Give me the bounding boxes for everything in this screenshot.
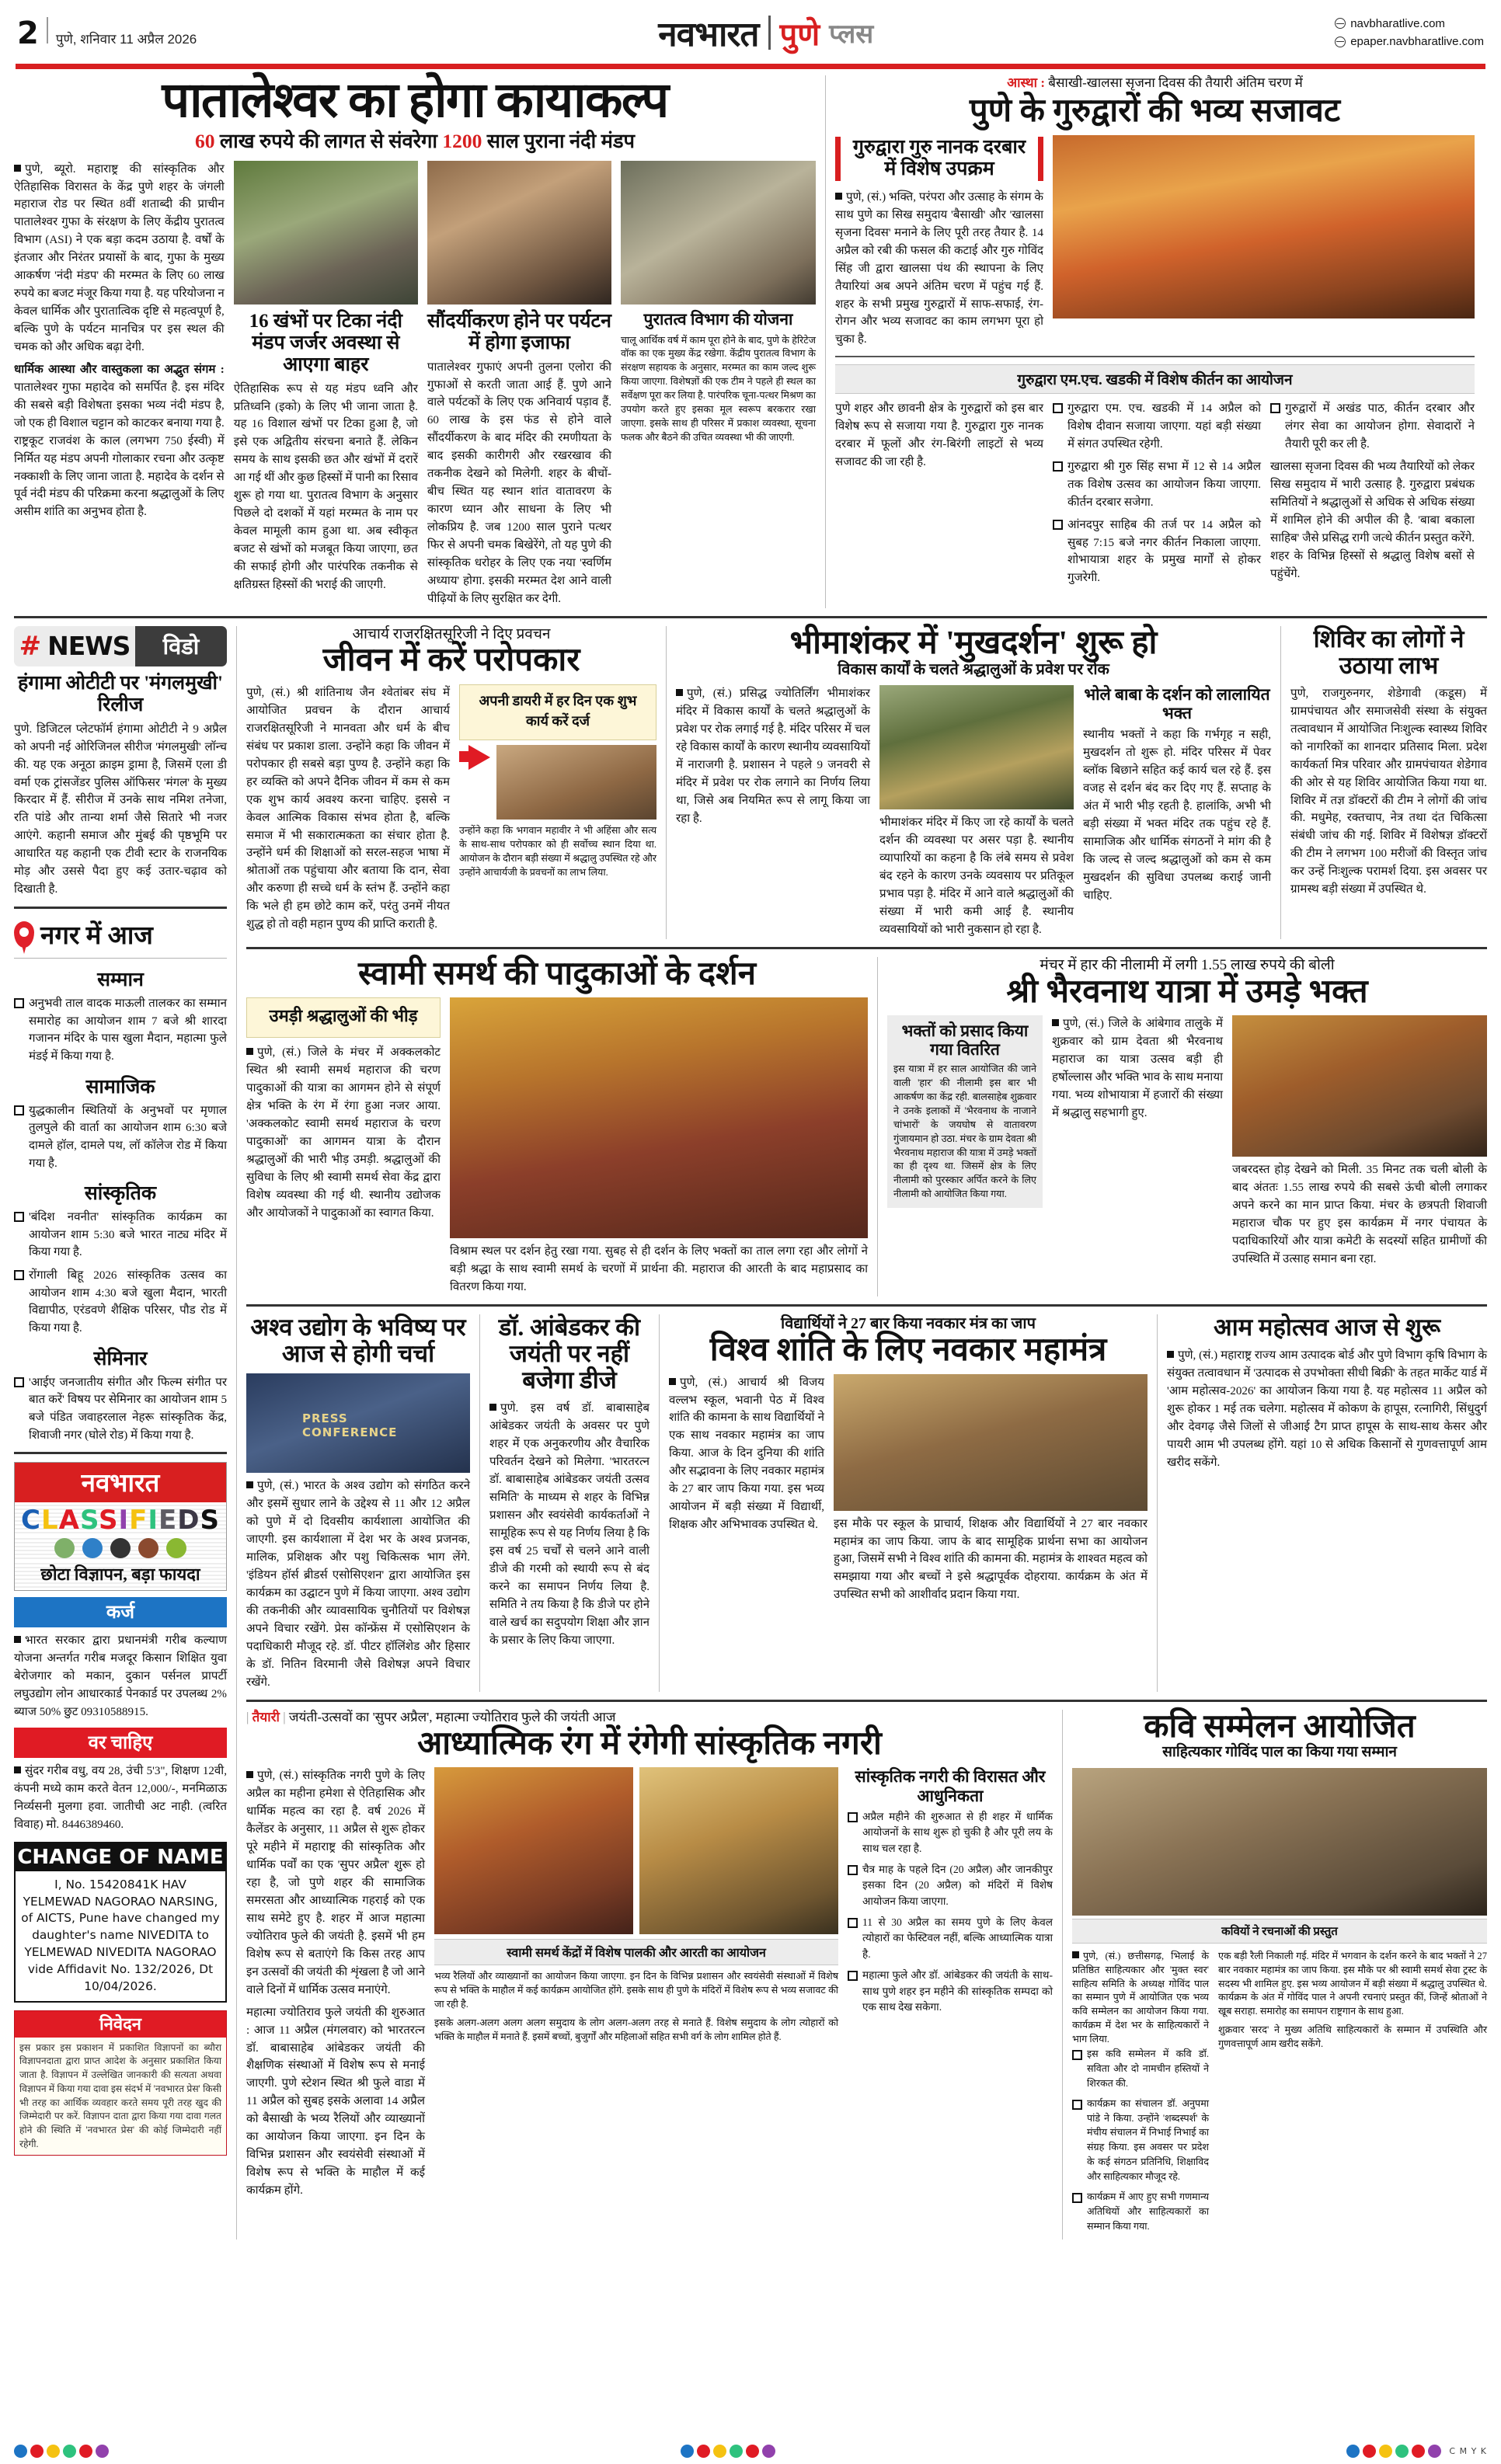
kavi-article <box>1063 1710 1487 2240</box>
disclaimer-header: निवेदन <box>15 2011 226 2038</box>
bhairavnath-sidebox <box>887 1015 1043 1208</box>
sanskritik-columns <box>246 1767 1053 2200</box>
bhimashankar-col-2 <box>879 685 1074 939</box>
checkbox-icon <box>848 1865 858 1875</box>
masthead-websites <box>1335 15 1484 51</box>
photo-cave-interior <box>427 161 611 305</box>
navkar-col-1 <box>669 1374 824 1605</box>
kavi-col-2 <box>1218 1950 1487 2240</box>
bhimashankar-kicker: विकास कार्यों के चलते श्रद्धालुओं के प्रवेश पर रोक <box>838 661 1109 679</box>
nagar-section-title: सांस्कृतिक <box>84 1183 157 1205</box>
navkar-headline: विश्व शांति के लिए नवकार महामंत्र <box>709 1332 1107 1369</box>
bhairavnath-columns <box>887 1015 1487 1269</box>
paduka-body: पुणे, (सं.) जिले के मंचर में अक्कलकोट स्थित श्री स्वामी समर्थ महाराज की चरण पादुकाओं की यात्रा का आगमन होने से संपूर्ण क्षेत्र भक्ति के रंग में रंगा हुआ नजर आया. 'अक्कलकोट स्वामी समर्थ महाराज के चरण पादुकाओं' का आगमन यात्रा के दौरान श्रद्धालुओं की भारी भीड़ उमड़ी. श्रद्धालुओं की सुविधा के लिए श्री स्वामी समर्थ सेवा केंद्र द्वारा विशेष व्यवस्था की गई थी. स्थानीय उद्योजक और आयोजकों ने पादुकाओं का स्वागत किया. <box>246 1046 441 1220</box>
house-icon <box>54 1538 75 1558</box>
classifieds-brand: नवभारत <box>15 1463 226 1502</box>
second-band <box>14 626 1487 2240</box>
color-swatches-center <box>681 2445 775 2458</box>
lead-body-1: पुणे, ब्यूरो. महाराष्ट्र की सांस्कृतिक और ऐतिहासिक विरासत के केंद्र पुणे शहर के जंगली महाराज रोड पर स्थित 8वीं शताब्दी की प्राचीन पातालेश्वर गुफा के संरक्षण के लिए केंद्रीय पुरातत्व विभाग (ASI) ने एक बड़ा कदम उठाया है. वर्षों के इंतजार और निरंतर प्रयासों के बाद, गुफा के मुख्य आकर्षण 'नंदी मंडप' की मरम्मत के लिए 60 लाख रुपये का बजट मंजूर किया गया है. यह परियोजना न केवल धार्मिक और पुरातात्विक दृष्टि से महत्वपूर्ण है, बल्कि पुणे के पर्यटन मानचित्र पर इस स्थल की चमक को और अधिक बढ़ा देगी. <box>14 162 225 353</box>
lead-column-2 <box>234 161 418 608</box>
news-video-header <box>14 626 227 666</box>
bhairavnath-article <box>878 957 1487 1296</box>
sanskritik-photo-caption: स्वामी समर्थ केंद्रों में विशेष पालकी और आरती का आयोजन <box>434 1939 838 1965</box>
globe-icon <box>1335 37 1346 47</box>
navkar-article <box>660 1314 1157 1691</box>
photo-nagar-kirtan <box>1053 135 1475 318</box>
color-swatches-right <box>1346 2445 1441 2458</box>
masthead <box>14 0 1487 61</box>
disclaimer-box <box>14 2010 227 2156</box>
sanskritik-col-3 <box>848 1767 1053 2200</box>
edition-suffix: प्लस <box>829 20 874 49</box>
divider <box>14 958 227 959</box>
bhimashankar-col-1 <box>676 685 870 939</box>
change-of-name-header: CHANGE OF NAME <box>16 1843 225 1871</box>
sanskritik-body-1: पुणे, (सं.) सांस्कृतिक नगरी पुणे के लिए अप्रैल का महीना हमेशा से ऐतिहासिक और धार्मिक महत्व का रहा है. वर्ष 2026 में कैलेंडर के अनुसार, 11 अप्रैल से शुरू होकर पूरे महीने में महाराष्ट्र की सांस्कृतिक और धार्मिक पर्वों का एक 'सुपर अप्रैल' शुरू हो रहा है, जो पुणे शहर की सामाजिक समरसता और आध्यात्मिक गहराई को एक साथ समेटे हुए है. शहर में आज महात्मा ज्योतिराव फुले की जयंती है. इसमें भी हम विशेष रूप से बताएंगे कि किस तरह आप इन उत्सवों की जयंती की शृंखला है जो आने वाले दिनों में धार्मिक उत्सव मनाएंगे. <box>246 1770 425 1996</box>
newsvideo-body: पुणे. डिजिटल प्लेटफॉर्म हंगामा ओटीटी ने 9 अप्रैल को अपनी नई ओरिजिनल सीरीज 'मंगलमुखी' लॉन्च की. यह एक अनूठा क्राइम ड्रामा है, जिसमें एला डी वर्मा एक ट्रांसजेंडर पुलिस ऑफिसर 'मंगल' के मुख्य किरदार में हैं. सीरीज में उनके साथ नमिश तनेजा, रति पांडे और तान्या शर्मा जैसे सितारे भी नजर आएंगे. कहानी समाज और मुंबई की पृष्ठभूमि पर आधारित यह कहानी एक टीवी स्टार के राजनयिक मोड़ और उससे पैदा हुए कई उतार-चढ़ाव को दिखाती है. <box>14 722 227 896</box>
classifieds-category-loan: कर्ज <box>14 1597 227 1627</box>
bhimashankar-body-1: पुणे, (सं.) प्रसिद्ध ज्योतिर्लिंग भीमाशंकर मंदिर में विकास कार्यों के चलते श्रद्धालुओं के प्रवेश पर रोक लगाई गई है. मंदिर परिसर में चल रहे विकास कार्यों के कारण स्थानीय व्यवसायियों में नाराजगी है. प्रशासन ने पहले 9 जनवरी से मंदिर में प्रवेश पर रोक लगाने का निर्णय लिया था, जिसे अब नियमित रूप से लागू किया जा रहा है. <box>676 687 870 825</box>
wedding-icon <box>138 1538 158 1558</box>
sanskritik-callout-head: सांस्कृतिक नगरी की विरासत और आधुनिकता <box>855 1767 1046 1805</box>
lead-subheadline <box>14 130 816 152</box>
sikh-headline: पुणे के गुरुद्वारों की भव्य सजावट <box>969 93 1341 130</box>
checkbox-icon <box>14 1212 24 1222</box>
navkar-columns <box>669 1374 1148 1605</box>
sanskritik-body-2: महात्मा ज्योतिराव फुले जयंती की शुरुआत : आज 11 अप्रैल (मंगलवार) को भारतरत्न डॉ. बाबासाहेब आंबेडकर जयंती की शैक्षणिक संस्थाओं में विशेष रूप से मनाई जाएगी. पुणे स्टेशन स्थित श्री फुले वाडा में 11 अप्रैल को सुबह इसके अलावा 14 अप्रैल को बैसाखी के भव्य रैलियों और व्याख्यानों का आयोजन किया जाएगा. इन दिन के विभिन्न प्रशासन और स्वयंसेवी संस्थाओं में विशेष रूप से भक्ति के माहौल में कई कार्यक्रम होंगे. <box>246 2006 425 2197</box>
kavi-bullet-item: कार्यक्रम का संचालन डॉ. अनुपमा पांडे ने किया. उन्होंने 'शब्दस्पर्श' के मंचीय संचालन में निभाई निभाई का संग्रह किया. इस अवसर पर प्रदेश के कई संगठन प्रतिनिधि, शिक्षाविद और साहित्यकार मौजूद रहे. <box>1072 2097 1209 2184</box>
checkbox-icon <box>1053 461 1063 472</box>
graduation-cap-icon <box>110 1538 131 1558</box>
swatch-magenta <box>30 2445 44 2458</box>
paropkar-callout-head: अपनी डायरी में हर दिन एक शुभ कार्य करें दर्ज <box>479 693 637 729</box>
lead-sub-mid: लाख रुपये की लागत से संवरेगा <box>219 130 438 153</box>
color-swatches-right-group <box>1346 2445 1487 2458</box>
sikh-bullet-item: गुरुद्वारा श्री गुरु सिंह सभा में 12 से 14 अप्रैल तक विशेष उत्सव का आयोजन किया जाएगा. कीर्तन दरबार सजेगा. <box>1053 458 1261 511</box>
sanskritik-photo-row <box>434 1767 838 1934</box>
news-label: NEWS <box>47 631 131 662</box>
bhairavnath-col-3 <box>1232 1015 1487 1269</box>
swatch-cyan <box>681 2445 694 2458</box>
sikh-subhead-2: गुरुद्वारा एम.एच. खडकी में विशेष कीर्तन का आयोजन <box>835 364 1475 394</box>
bullet-square-icon <box>489 1404 496 1411</box>
masthead-date: पुणे, शनिवार 11 अप्रैल 2026 <box>55 31 197 47</box>
photo-yatra <box>1232 1015 1487 1157</box>
health-icon <box>166 1538 186 1558</box>
disclaimer-body: इस प्रकार इस प्रकाशन में प्रकाशित विज्ञापनों का ब्यौरा विज्ञापनदाता द्वारा प्राप्त आदेश के अनुसार प्रकाशित किया जाता है. विज्ञापन में उल्लेखित जानकारी की सत्यता अथवा विज्ञापन में किया गया दावा इस संदर्भ में 'नवभारत प्रेस' किसी भी तरह का आर्थिक व्यवहार करते समय पूरी तरह खुद की जिम्मेदारी पर करें. विज्ञापन दाता द्वारा किया गया दावा गलत होने की स्थिति में 'नवभारत प्रेस' की कोई जिम्मेदारी नहीं रहेगी. <box>19 2041 221 2149</box>
location-pin-icon <box>14 921 34 948</box>
paropkar-article <box>246 626 666 939</box>
photo-procession-2 <box>639 1767 838 1934</box>
left-rail <box>14 626 236 2240</box>
masthead-left <box>17 17 197 49</box>
top-section <box>14 75 1487 608</box>
change-of-name-body: I, No. 15420841K HAV YELMEWAD NAGORAO NARSING, of AICTS, Pune have changed my daughter's name NIVEDITA to YELMEWAD NIVEDITA NAGORAO vide Affidavit No. 132/2026, Dt 10/04/2026. <box>21 1877 220 1993</box>
checkbox-icon <box>848 1971 858 1981</box>
ashva-headline: अश्व उद्योग के भविष्य पर आज से होगी चर्चा <box>250 1314 466 1368</box>
classifieds-category-groom: वर चाहिए <box>14 1728 227 1758</box>
bullet-square-icon <box>246 1048 253 1055</box>
bullet-square-icon <box>14 165 21 172</box>
nagar-section <box>14 966 227 1066</box>
checkbox-icon <box>14 1105 24 1115</box>
checkbox-icon <box>1053 520 1063 530</box>
classifieds-groom-body: सुंदर गरीब वधु, वय 28, उंची 5'3", शिक्षण 12वी, कंपनी मध्ये काम करते वेतन 12,000/-, मनमिळाऊ निर्व्यसनी मुलगा हवा. जातीची अट नाही. (त्वरित विवाह) मो. 8446389460. <box>14 1764 227 1831</box>
sanskritik-col-2 <box>434 1767 838 2200</box>
shivir-body: पुणे, राजगुरुनगर, शेडेगावी (कडूस) में ग्रामपंचायत और समाजसेवी संस्था के संयुक्त तत्वावधान में आयोजित निःशुल्क स्वास्थ्य शिविर को नागरिकों का शानदार प्रतिसाद मिला. प्रदेश कार्यकर्ता मित्र परिवार और ग्रामपंचायत शेडेगाव की ओर से यह शिविर आयोजित किया गया था. शिविर में तज्ञ डॉक्टरों की टीम ने लोगों की जांच की. मधुमेह, रक्तचाप, नेत्र तथा दंत चिकित्सा संबंधी जांच की गई. शिविर में विशेषज्ञ डॉक्टरों की टीम ने लगभग 100 मरीजों की विस्तृत जांच कर उन्हें निःशुल्क परामर्श दिया. इस अवसर पर ग्रामस्थ बड़ी संख्या में उपस्थित थे. <box>1290 687 1487 896</box>
checkbox-icon <box>14 1377 24 1387</box>
lead-col4-body: चालू आर्थिक वर्ष में काम पूरा होने के बाद, पुणे के हेरिटेज वॉक का एक मुख्य केंद्र रखेगा. केंद्रीय पुरातत्व विभाग के संरक्षण सहायक के अनुसार, मरम्मत का काम जल्द शुरू किया जाएगा. विशेषज्ञों की एक टीम ने पहले ही स्थल का सर्वेक्षण पूरा कर लिया है. पारंपरिक चूना-पत्थर मिश्रण का उपयोग करते हुए इसका मूल स्वरूप बरकरार रखा जाएगा. इसके साथ ही परिसर में प्रकाश व्यवस्था, सूचना फलक और बैठने की उचित व्यवस्था भी की जाएगी. <box>621 334 816 443</box>
bullet-square-icon <box>835 193 842 200</box>
sanskritik-kicker-tag: तैयारी <box>252 1709 280 1724</box>
lead-col2-body: ऐतिहासिक रूप से यह मंडप ध्वनि और प्रतिध्वनि (इको) के लिए भी जाना जाता है. यह 16 विशाल खंभों पर टिका हुआ है, जो इसे एक अद्वितीय संरचना बनाते हैं. लेकिन समय के साथ इसकी छत और खंभों में दरारें आ गई थीं और कुछ हिस्सों में पानी का रिसाव शुरू हो गया था. पुरातत्व विभाग के अनुसार पिछले दो दशकों में यहां मरम्मत के नाम पर केवल मामूली काम हुआ था. अब स्वीकृत बजट से खंभों को मजबूत किया जाएगा, छत की सफाई होगी और पारंपरिक तकनीक से क्षतिग्रस्त हिस्सों की भराई की जाएगी. <box>233 382 418 591</box>
sikh-column-2 <box>1053 135 1475 349</box>
lead-column-4 <box>621 161 816 608</box>
kavi-bullet-item: इस कवि सम्मेलन में कवि डॉ. सविता और दो नामचीन हस्तियों ने शिरकत की. <box>1072 2047 1209 2091</box>
edition-name: पुणे <box>779 16 820 52</box>
news-video-left <box>14 626 135 666</box>
sanskritik-article <box>246 1710 1062 2240</box>
paduka-col-2 <box>450 997 868 1296</box>
masthead-divider <box>47 17 48 44</box>
bhimashankar-side-head: भोले बाबा के दर्शन को लालायित भक्त <box>1084 685 1270 723</box>
video-label: विडो <box>135 626 227 666</box>
nagar-header <box>14 917 227 952</box>
press-conference-banner: PRESS CONFERENCE <box>302 1411 398 1439</box>
kavi-columns <box>1072 1950 1487 2240</box>
nagar-list-item: अनुभवी ताल वादक माऊली तालकर का सम्मान समारोह का आयोजन शाम 7 बजे श्री शारदा गजानन मंदिर के पास खुला मैदान, महात्मा फुले मंडई में किया गया है. <box>14 995 227 1066</box>
swatch-cyan <box>14 2445 27 2458</box>
hash-icon: # <box>19 630 42 662</box>
lead-column-3 <box>427 161 611 608</box>
sikh-kicker <box>835 75 1475 91</box>
nagar-section <box>14 1179 227 1337</box>
navkar-col-2 <box>834 1374 1148 1605</box>
lead-story <box>14 75 825 608</box>
checkbox-icon <box>14 998 24 1008</box>
color-swatches-left <box>14 2445 109 2458</box>
divider <box>835 356 1475 357</box>
sikh-lower-columns <box>835 400 1475 592</box>
classifieds-loan-body: भारत सरकार द्वारा प्रधानमंत्री गरीब कल्याण योजना अन्तर्गत गरीब मजदूर किसान शिक्षित युवा बेरोजगार को मकान, दुकान पर्सनल प्रापर्टी लघुउद्योग लोन आधारकार्ड पेनकार्ड पर उपलब्ध 2% ब्याज 50% छुट 09310588915. <box>14 1634 227 1718</box>
bhairavnath-kicker: मंचर में हार की नीलामी में लगी 1.55 लाख रुपये की बोली <box>1040 956 1335 973</box>
swatch-yellow <box>1379 2445 1392 2458</box>
checkbox-icon <box>848 1918 858 1928</box>
bhimashankar-headline: भीमाशंकर में 'मुखदर्शन' शुरू हो <box>789 625 1158 661</box>
sanskritik-callout-item: अप्रैल महीने की शुरुआत से ही शहर में धार्मिक आयोजनों के साथ शुरू हो चुकी है और पूरी लय के साथ चल रहा है. <box>848 1809 1053 1857</box>
kavi-photo-caption: कवियों ने रचनाओं की प्रस्तुत <box>1072 1919 1487 1944</box>
swatch-green <box>730 2445 743 2458</box>
navkar-body-2: इस मौके पर स्कूल के प्राचार्य, शिक्षक और विद्यार्थियों ने 27 बार नवकार महामंत्र का जाप किया. जाप के बाद सामूहिक प्रार्थना सभा का आयोजन हुआ, जिसमें सभी ने विश्व शांति की कामना की. महामंत्र के शाश्वत महत्व को समझाया गया और बच्चों ने इसे श्रद्धापूर्वक दोहराया. कार्यक्रम के अंत में उपस्थित सभी को आशीर्वाद प्रदान किया गया. <box>834 1517 1148 1602</box>
newsvideo-headline: हंगामा ओटीटी पर 'मंगलमुखी' रिलीज <box>18 672 223 715</box>
bullet-square-icon <box>246 1481 253 1488</box>
page-number: 2 <box>17 15 39 51</box>
bhimashankar-article <box>667 626 1280 939</box>
row-b <box>246 957 1487 1296</box>
row-c <box>246 1314 1487 1691</box>
divider <box>14 907 227 909</box>
sanskritik-kicker-text: जयंती-उत्सवों का 'सुपर अप्रैल', महात्मा ज्योतिराव फुले की जयंती आज <box>288 1709 616 1724</box>
aam-headline: आम महोत्सव आज से शुरू <box>1213 1314 1441 1342</box>
website-main[interactable]: navbharatlive.com <box>1350 16 1445 30</box>
sikh-bullet-item: आंनदपुर साहिब की तर्ज पर 14 अप्रैल को सुबह 7:15 बजे नगर कीर्तन निकाला जाएगा. शोभायात्रा शहर के प्रमुख मार्गों से होकर गुजरेगी. <box>1053 517 1261 587</box>
swatch-red <box>1412 2445 1425 2458</box>
shivir-headline: शिविर का लोगों ने उठाया लाभ <box>1313 625 1464 679</box>
paropkar-callout <box>459 684 656 740</box>
checkbox-icon <box>1270 403 1280 413</box>
ambedkar-body: पुणे. इस वर्ष डॉ. बाबासाहेब आंबेडकर जयंती के अवसर पर पुणे शहर में एक अनुकरणीय और वैचारिक परिवर्तन देखने को मिलेगा. 'भारतरत्न डॉ. बाबासाहेब आंबेडकर जयंती उत्सव समिति' के माध्यम से शहर के विभिन्न प्रशासन और स्वयंसेवी कार्यकर्ताओं ने सामूहिक रूप से यह निर्णय लिया है कि इस वर्ष 25 चर्चों से चलने आने वाली डीजे की गरमी को स्थायी रूप से बंद करने का समापन निर्णय लिया है. समिति ने तय किया है कि डीजे पर होने वाले खर्च का सदुपयोग शिक्षा और ज्ञान के प्रसार के लिए किया जाएगा. <box>489 1402 650 1647</box>
lead-headline: पातालेश्वर का होगा कायाकल्प <box>162 73 668 127</box>
sanskritik-callout-item: महात्मा फुले और डॉ. आंबेडकर की जयंती के साथ-साथ पुणे शहर इन महीने की सांस्कृतिक सम्पदा को एक साथ देख सकेगा. <box>848 1968 1053 2015</box>
lead-sub-number1: 60 <box>194 130 215 153</box>
sikh-kicker-tag: आस्था : <box>1007 75 1045 90</box>
job-search-icon <box>82 1538 103 1558</box>
lead-col3-body: पातालेश्वर गुफाएं अपनी तुलना एलोरा की गुफाओं से करती जाता आई हैं. पुणे आने वाले पर्यटकों के लिए एक अनिवार्य पड़ाव हैं. 60 लाख के इस फंड से होने वाले सौंदर्यीकरण के बाद मंदिर की रमणीयता के बाद इसकी कारीगरी और रखरखाव की तकनीक देखने को मिलेगी. शहर के बीचों-बीच स्थित यह स्थान शांत वातावरण के कारण ध्यान और साधना के लिए भी लोकप्रिय है. जब 1200 साल पुराने पत्थर फिर से अपनी चमक बिखेरेंगे, तो यह पुणे की सांस्कृतिक धरोहर के लिए एक नया 'स्वर्णिम अध्याय' होगा. इसकी मरम्मत देश आने वाली पीढ़ियों के लिए सुरक्षित कर देगी. <box>427 360 612 605</box>
swatch-yellow <box>47 2445 60 2458</box>
bullet-square-icon <box>1072 1951 1079 1958</box>
sikh-lower-col-3 <box>1270 400 1475 592</box>
checkbox-icon <box>848 1812 858 1822</box>
lead-column-1 <box>14 161 225 608</box>
kavi-subhead: साहित्यकार गोविंद पाल का किया गया सम्मान <box>1162 1744 1397 1761</box>
swatch-yellow <box>713 2445 726 2458</box>
sikh-column-1 <box>835 135 1043 349</box>
lead-col3-head: सौंदर्यीकरण होने पर पर्यटन में होगा इजाफा <box>427 310 611 353</box>
bhairavnath-body-1: पुणे, (सं.) जिले के आंबेगाव तालुके में शुक्रवार को ग्राम देवता श्री भैरवनाथ महाराज का यात्रा उत्सव बड़ी ही हर्षोल्लास और भक्ति भाव के साथ मनाया गया. भव्य शोभायात्रा में हजारों की संख्या में श्रद्धालु सहभागी हुए. <box>1052 1018 1223 1119</box>
lead-body-2-head: धार्मिक आस्था और वास्तुकला का अद्भुत संगम : <box>14 363 225 376</box>
swatch-green <box>63 2445 76 2458</box>
section-divider-3 <box>246 1304 1487 1307</box>
paropkar-body: पुणे, (सं.) श्री शांतिनाथ जैन श्वेतांबर संघ में आयोजित प्रवचन के दौरान आचार्य राजरक्षितसूरिजी ने मानवता और धर्म के बीच संबंध पर प्रकाश डाला. उन्होंने कहा कि जीवन में परोपकार ही सबसे बड़ा पुण्य है. उन्होंने कहा कि हर व्यक्ति को अपने दैनिक जीवन में कम से कम एक शुभ कार्य अवश्य करना चाहिए. इससे न केवल आत्मिक विकास संभव होता है, बल्कि समाज में भी सकारात्मकता का संचार होता है. उन्होंने धर्म की शिक्षाओं को सरल-सहज भाषा में श्रोताओं तक पहुंचाया और बताया कि दान, सेवा और करुणा ही सच्चे धर्म के स्तंभ हैं. उन्होंने कहा कि भले ही हम छोटे काम करें, परंतु उनमें नीयत शुद्ध हो तो वही महान पुण्य की प्राप्ति कराती है. <box>246 687 450 931</box>
paropkar-headline: जीवन में करें परोपकार <box>322 642 580 679</box>
bhairavnath-side-head: भक्तों को प्रसाद किया गया वितरित <box>901 1021 1029 1060</box>
paropkar-col-2 <box>459 684 656 934</box>
photo-palki-procession <box>450 997 868 1238</box>
sikh-lower-col-1 <box>835 400 1043 592</box>
kavi-col-1 <box>1072 1950 1209 2240</box>
section-divider-4 <box>246 1700 1487 1702</box>
sikh-body-2: पुणे शहर और छावनी क्षेत्र के गुरुद्वारों को इस बार विशेष रूप से सजाया गया है. गुरुद्वारा गुरु नानक दरबार में फूलों और रंग-बिरंगी लाइटों से भव्य सजावट की जा रही है. <box>835 402 1043 469</box>
checkbox-icon <box>1072 2050 1082 2060</box>
sikh-body-1: पुणे, (सं.) भक्ति, परंपरा और उत्साह के संगम के साथ पुणे का सिख समुदाय 'बैसाखी' और 'खालसा सृजना दिवस' मनाने के लिए पूरी तरह तैयार है. 14 अप्रैल को रबी की फसल की कटाई और गुरु गोविंद सिंह जी द्वारा खालसा पंथ की स्थापना के लिए तैयारियां अब अपने अंतिम चरण में पहुंच गई हैं. शहर के सभी प्रमुख गुरुद्वारों में साफ-सफाई, रंग-रोगन और भव्य सजावट का काम लगभग पूरा हो चुका है. <box>835 190 1043 346</box>
sikh-columns <box>835 135 1475 349</box>
swatch-red <box>79 2445 92 2458</box>
logo-separator <box>768 16 771 50</box>
nagar-section-title: सामाजिक <box>85 1076 155 1098</box>
bhimashankar-columns <box>676 685 1271 939</box>
swatch-magenta <box>1363 2445 1376 2458</box>
divider <box>14 1452 227 1454</box>
bullet-square-icon <box>246 1771 253 1778</box>
swatch-violet <box>1428 2445 1441 2458</box>
row-a <box>246 626 1487 939</box>
paduka-article <box>246 957 877 1296</box>
nagar-section-title: सम्मान <box>97 969 144 991</box>
photo-students-navkar <box>834 1374 1148 1511</box>
nagar-list-item: युद्धकालीन स्थितियों के अनुभवों पर मृणाल तुलपुले की वार्ता का आयोजन शाम 6:30 बजे दामले हॉल, दामले पथ, लॉ कॉलेज रोड में किया गया है. <box>14 1102 227 1173</box>
swatch-cyan <box>1346 2445 1360 2458</box>
registration-footer <box>14 2445 1487 2458</box>
main-content <box>237 626 1487 2240</box>
sikh-subhead-1: गुरुद्वारा गुरु नानक दरबार में विशेष उपक्रम <box>835 135 1043 183</box>
bhimashankar-col-3 <box>1083 685 1271 939</box>
cmyk-label: C M Y K <box>1449 2446 1487 2456</box>
lead-body-2: धार्मिक आस्था और वास्तुकला का अद्भुत संगम : पातालेश्वर गुफा महादेव को समर्पित है. इस मंदिर की सबसे बड़ी विशेषता इसका भव्य नंदी मंडप है, जो एक ही विशाल चट्टान को काटकर बनाया गया है. राष्ट्रकूट राजवंश के काल (लगभग 750 ईस्वी) में निर्मित यह मंडप अपनी गोलाकार रचना और उत्कृष्ट नक्काशी के लिए जाना जाता है. महादेव के दर्शन से पूर्व नंदी मंडप की परिक्रमा करना श्रद्धालुओं के लिए असीम शांति का अनुभव होता है. <box>14 363 225 519</box>
classifieds-box <box>14 1462 227 1591</box>
globe-icon <box>1335 18 1346 29</box>
bullet-square-icon <box>1052 1019 1059 1026</box>
bullet-square-icon <box>669 1378 676 1385</box>
kavi-headline: कवि सम्मेलन आयोजित <box>1144 1708 1416 1745</box>
paropkar-callout-row <box>459 745 656 820</box>
navkar-body-1: पुणे, (सं.) आचार्य श्री विजय वल्लभ स्कूल, भवानी पेठ में विश्व शांति की कामना के साथ विद्यार्थियों ने एक साथ नवकार महामंत्र का जाप किया. आज के दिन दुनिया की शांति और सद्भावना के लिए नवकार महामंत्र के 27 बार जाप किया गया. इस भव्य आयोजन में बड़ी संख्या में विद्यार्थी, शिक्षक और अभिभावक उपस्थित थे. <box>669 1376 824 1532</box>
ambedkar-article <box>480 1314 659 1691</box>
bhairavnath-col-1 <box>887 1015 1043 1269</box>
paduka-side-head: उमड़ी श्रद्धालुओं की भीड़ <box>269 1006 418 1026</box>
paropkar-columns <box>246 684 656 934</box>
paduka-body-2: विश्राम स्थल पर दर्शन हेतु रखा गया. सुबह से ही दर्शन के लिए भक्तों का ताल लगा रहा और लोगों ने बड़ी श्रद्धा के साथ स्वामी समर्थ के चरणों में प्रार्थना की. महाराज की आरती के बाद महाप्रसाद का वितरण किया गया. <box>450 1245 868 1294</box>
masthead-logo-group <box>658 9 873 56</box>
swatch-green <box>1395 2445 1409 2458</box>
shivir-article <box>1281 626 1487 939</box>
bhimashankar-body-3: स्थानीय भक्तों ने कहा कि गर्भगृह न सही, मुखदर्शन तो शुरू हो. मंदिर परिसर में पेवर ब्लॉक बिछाने सहित कई कार्य चल रहे हैं. इस वजह से दर्शन बंद कर दिए गए हैं. सप्ताह के अंत में भारी भीड़ रहती है. हालांकि, अभी भी बड़ी संख्या में भक्त मंदिर तक पहुंच रहे हैं. सामाजिक और धार्मिक संगठनों ने मांग की है कि जल्द से जल्द श्रद्धालुओं को कम से कम मुखदर्शन की सुविधा उपलब्ध कराई जानी चाहिए. <box>1083 729 1271 902</box>
bhairavnath-col-2 <box>1052 1015 1223 1269</box>
checkbox-icon <box>1053 403 1063 413</box>
photo-press-conference <box>246 1373 470 1473</box>
photo-temple <box>879 685 1074 809</box>
masthead-red-rule <box>16 64 1485 69</box>
sikh-story <box>825 75 1475 608</box>
paropkar-kicker: आचार्य राजरक्षितसूरिजी ने दिए प्रवचन <box>352 625 551 642</box>
bhairavnath-body-2: इस यात्रा में हर साल आयोजित की जाने वाली 'हार' की नीलामी इस बार भी आकर्षण का केंद्र रही. बालसाहेब शुक्रवार ने उनके इलाकों में 'भैरवनाथ के नाजाने चांभारों' के जयघोष से वातावरण गुंजायमान हो उठा. मंचर के ग्राम देवता श्री भैरवनाथ महाराज की यात्रा में उमड़े भक्तों का ही दृश्य था. जिसमें क्षेत्र के लिए नीलामी को पुरस्कार अर्पित करने के लिए नीलामी को आयोजित किया गया. <box>893 1063 1036 1200</box>
sikh-kicker-text: बैसाखी-खालसा सृजना दिवस की तैयारी अंतिम चरण में <box>1048 75 1303 90</box>
sanskritik-headline: आध्यात्मिक रंग में रंगेगी सांस्कृतिक नगरी <box>417 1725 882 1762</box>
change-of-name-box <box>14 1842 227 2003</box>
sikh-body-3: खालसा सृजना दिवस की भव्य तैयारियों को लेकर सिख समुदाय में भारी उत्साह है. गुरुद्वारा प्रबंधक समितियों ने श्रद्धालुओं से अधिक से अधिक संख्या में शामिल होने की अपील की है. 'बाबा बकाला साहिब' जैसे प्रसिद्ध रागी जत्थे कीर्तन प्रस्तुत करेंगे. शहर के विभिन्न हिस्सों से श्रद्धालु विशेष बसों से पहुंचेंगे. <box>1270 461 1475 580</box>
nagar-section <box>14 1345 227 1445</box>
lead-sub-number2: 1200 <box>442 130 482 153</box>
swatch-violet <box>762 2445 775 2458</box>
lead-sub-post: साल पुराना नंदी मंडप <box>486 130 635 153</box>
sanskritik-callout-item: 11 से 30 अप्रैल का समय पुणे के लिए केवल त्योहारों का फेस्टिवल नहीं, बल्कि आध्यात्मिक यात्रा है. <box>848 1915 1053 1962</box>
classifieds-title: CLASSIFIEDS <box>15 1502 226 1536</box>
sanskritik-body-3: भव्य रैलियों और व्याख्यानों का आयोजन किया जाएगा. इन दिन के विभिन्न प्रशासन और स्वयंसेवी संस्थाओं में विशेष रूप से भक्ति के माहौल में कई कार्यक्रम आयोजित होंगे. इसके साथ ही पुणे के मंदिरों में विशेष रूप से भव्य सजावट की जा रही है. <box>434 1971 838 2010</box>
nagar-section-title: सेमिनार <box>93 1348 148 1369</box>
section-divider-1 <box>14 616 1487 618</box>
row-d <box>246 1710 1487 2240</box>
ashva-article <box>246 1314 479 1691</box>
section-divider-2 <box>246 947 1487 949</box>
paduka-columns <box>246 997 868 1296</box>
bullet-square-icon <box>676 689 683 696</box>
kavi-body-1: पुणे, (सं.) छत्तीसगढ़, भिलाई के प्रतिष्ठित साहित्यकार और 'मुक्त स्वर' साहित्य समिति के अध्यक्ष गोविंद पाल का सम्मान पुणे में आयोजित एक भव्य कवि सम्मेलन का आयोजन किया गया. कार्यक्रम में देश भर के साहित्यकारों ने भाग लिया. <box>1072 1950 1209 2045</box>
bullet-square-icon <box>14 1636 21 1643</box>
bhairavnath-headline: श्री भैरवनाथ यात्रा में उमड़े भक्त <box>1006 973 1368 1010</box>
nagar-title: नगर में आज <box>40 922 153 951</box>
aam-body: पुणे, (सं.) महाराष्ट्र राज्य आम उत्पादक बोर्ड और पुणे विभाग कृषि विभाग के संयुक्त तत्वावधान में 'उत्पादक से उपभोक्ता सीधी बिक्री' के तहत मार्केट यार्ड में 'आम महोत्सव-2026' का आयोजन किया गया है. यह महोत्सव 11 अप्रैल को शुरू होकर 1 मई तक चलेगा. महोत्सव में कोकण के हापूस, रत्नागिरी, सिंधुदुर्ग और देवगढ़ जैसे जिलों से जीआई टैग प्राप्त हापूस के साथ-साथ केसर और पायरी आम भी उपलब्ध होंगे. यहां 10 से अधिक किसानों से गुणवत्तापूर्ण आम खरीद सकेंगे. <box>1167 1349 1487 1469</box>
sanskritik-callout-item: चैत्र माह के पहले दिन (20 अप्रैल) और जानकीपुर इसका दिन (20 अप्रैल) को मंदिरों में विशेष आयोजन किया जाएगा. <box>848 1862 1053 1909</box>
photo-kavi-sammelan <box>1072 1768 1487 1916</box>
megaphone-icon <box>459 745 492 770</box>
kavi-body-3: शुक्रवार 'सरद' ने मुख्य अतिथि साहित्यकारों के सम्मान में उपस्थिति और गुणवत्तापूर्ण आम खरीद सकेंगे. <box>1218 2024 1487 2050</box>
photo-acharya <box>496 745 656 820</box>
photo-visitors <box>621 161 816 305</box>
classifieds-icons <box>15 1536 226 1561</box>
lead-col2-head: 16 खंभों पर टिका नंदी मंडप जर्जर अवस्था से आएगा बाहर <box>249 310 402 375</box>
ashva-body: पुणे, (सं.) भारत के अश्व उद्योग को संगठित करने और इसमें सुधार लाने के उद्देश्य से 11 और 12 अप्रैल को पुणे में दो दिवसीय कार्यशाला आयोजित की जाएगी. इस कार्यशाला में देश भर के अश्व प्रजनक, मालिक, प्रशिक्षक और पशु चिकित्सक भाग लेंगे. 'इंडियन हॉर्स ब्रीडर्स एसोसिएशन' द्वारा आयोजित इस कार्यक्रम का उद्घाटन पुणे में किया जाएगा. अश्व उद्योग की तकनीकी और व्यावसायिक चुनौतियों पर विशेषज्ञ अपने विचार रखेंगे. प्रेस कॉन्फ्रेंस में एसोसिएशन के पदाधिकारी मौजूद रहे. डॉ. पीटर हॉलिंशेड और हिसार के डॉ. नितिन विरमानी जैसे विशेषज्ञ अपने विचार रखेंगे. <box>246 1480 470 1689</box>
website-epaper[interactable]: epaper.navbharatlive.com <box>1350 35 1484 48</box>
aam-article <box>1158 1314 1487 1691</box>
nagar-list-item: रोंगाली बिहू 2026 सांस्कृतिक उत्सव का आयोजन शाम 4:30 बजे खुला मैदान, भारती विद्यापीठ, एरंडवणे शैक्षिक परिसर, पौड रोड में किया गया है. <box>14 1267 227 1338</box>
paropkar-col-1 <box>246 684 450 934</box>
paropkar-callout-body: उन्होंने कहा कि भगवान महावीर ने भी अहिंसा और सत्य के साथ-साथ परोपकार को ही सर्वोच्च स्थान दिया था. आयोजन के दौरान बड़ी संख्या में श्रद्धालु उपस्थित रहे और उन्होंने आचार्यजी के प्रवचनों का लाभ लिया. <box>459 825 656 878</box>
bhairavnath-body-3: जबरदस्त होड़ देखने को मिली. 35 मिनट तक चली बोली के बाद अंततः 1.55 लाख रुपये की सबसे ऊंची बोली लगाकर अपने करने का मान प्राप्त किया. मंचर के छत्रपती शिवाजी महाराज चौक पर हुए इस कार्यक्रम में नगर पंचायत के पदाधिकारियों और यात्रा कमेटी के सदस्यों सहित ग्रामीणों की उपस्थिति में उत्साह समान बना रहा. <box>1232 1164 1487 1265</box>
ambedkar-headline: डॉ. आंबेडकर की जयंती पर नहीं बजेगा डीजे <box>498 1314 641 1394</box>
photo-procession-1 <box>434 1767 633 1934</box>
classifieds-tagline: छोटा विज्ञापन, बड़ा फायदा <box>15 1561 226 1590</box>
lead-columns <box>14 161 816 608</box>
checkbox-icon <box>1072 2100 1082 2110</box>
sikh-bullets-col <box>1053 400 1261 592</box>
navkar-kicker: विद्यार्थियों ने 27 बार किया नवकार मंत्र का जाप <box>781 1315 1036 1333</box>
paduka-headline: स्वामी समर्थ की पादुकाओं के दर्शन <box>357 955 757 992</box>
kavi-bullet-item: कार्यक्रम में आए हुए सभी गणमान्य अतिथियों और साहित्यकारों का सम्मान किया गया. <box>1072 2190 1209 2234</box>
paduka-col-1 <box>246 997 441 1296</box>
swatch-violet <box>96 2445 109 2458</box>
swatch-red <box>746 2445 759 2458</box>
newspaper-logo: नवभारत <box>658 16 759 54</box>
sikh-bullet-item: गुरुद्वारों में अखंड पाठ, कीर्तन दरबार और लंगर सेवा का आयोजन होगा. सेवादारों ने तैयारी पूरी कर ली है. <box>1270 400 1475 453</box>
kavi-body-2: एक बड़ी रैली निकाली गई. मंदिर में भगवान के दर्शन करने के बाद भक्तों ने 27 बार नवकार महामंत्र का जाप किया. इस मौके पर श्री स्वामी समर्थ सेवा ट्रस्ट के सदस्य भी शामिल हुए. इस भव्य आयोजन में बड़ी संख्या में श्रद्धालु उपस्थित थे. कार्यक्रम के अंत में गोविंद पाल ने अपनी रचनाएं प्रस्तुत कीं, जिन्हें श्रोताओं ने खूब सराहा. समारोह का समापन राष्ट्रगान के साथ हुआ. <box>1218 1950 1487 2017</box>
bullet-square-icon <box>1167 1351 1174 1358</box>
bhimashankar-body-2: भीमाशंकर मंदिर में किए जा रहे कार्यों के चलते दर्शन की व्यवस्था पर असर पड़ा है. स्थानीय व्यापारियों का कहना है कि लंबे समय से प्रवेश बंद रहने के कारण उनके व्यवसाय पर प्रतिकूल प्रभाव पड़ा है. मंदिर में आने वाले श्रद्धालुओं की संख्या में भारी कमी आई है. स्थानीय व्यवसायियों को भारी नुकसान हो रहा है. <box>879 816 1074 936</box>
sikh-bullet-item: गुरुद्वारा एम. एच. खडकी में 14 अप्रैल को विशेष दीवान सजाया जाएगा. यहां बड़ी संख्या में संगत उपस्थित रहेगी. <box>1053 400 1261 453</box>
sanskritik-kicker: | तैयारी | जयंती-उत्सवों का 'सुपर अप्रैल', महात्मा ज्योतिराव फुले की जयंती आज <box>246 1709 616 1724</box>
nagar-section <box>14 1073 227 1173</box>
swatch-magenta <box>697 2445 710 2458</box>
nagar-list-item: 'बंदिश नवनीत' सांस्कृतिक कार्यक्रम का आयोजन शाम 5:30 बजे भारत नाट्य मंदिर में किया गया है. <box>14 1209 227 1262</box>
photo-nandi-mandap <box>234 161 418 305</box>
sanskritik-body-4: इसके अलग-अलग अलग अलग समुदाय के लोग अलग-अलग तरह से मनाते हैं. विशेष समुदाय के लोग त्योहारों को भक्ति के माहौल में मनाते हैं. इसमें बच्चों, बुजुर्गों और महिलाओं सहित सभी वर्ग के लोग शामिल होते हैं. <box>434 2017 838 2042</box>
sanskritik-col-1 <box>246 1767 425 2200</box>
paduka-callout <box>246 997 441 1038</box>
lead-col4-head: पुरातत्व विभाग की योजना <box>643 309 793 329</box>
nagar-list-item: 'आईए जनजातीय संगीत और फिल्म संगीत पर बात करें' विषय पर सेमिनार का आयोजन शाम 5 बजे पंडित जवाहरलाल नेहरू सांस्कृतिक केंद्र, शिवाजी नगर (घोले रोड) में किया गया है. <box>14 1374 227 1445</box>
bullet-square-icon <box>14 1766 21 1773</box>
checkbox-icon <box>1072 2193 1082 2203</box>
checkbox-icon <box>14 1270 24 1280</box>
